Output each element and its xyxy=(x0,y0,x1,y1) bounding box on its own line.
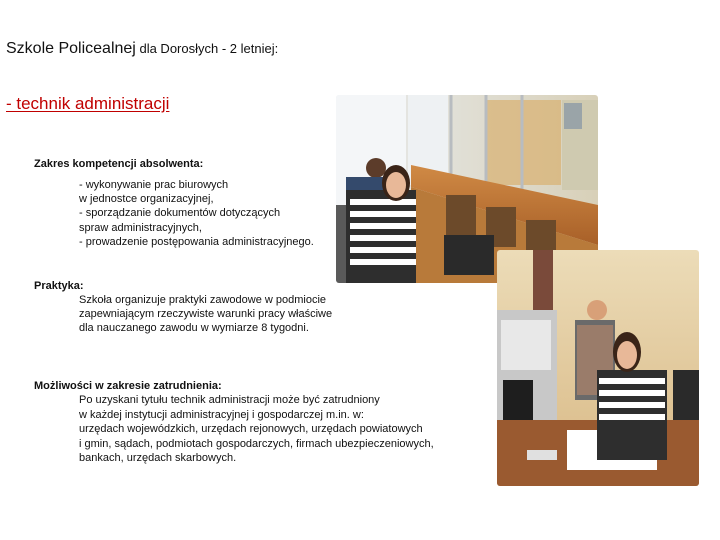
practice-heading: Praktyka: xyxy=(34,280,84,292)
employment-line: i gmin, sądach, podmiotach gospodarczych, firmach ubezpieczeniowych, xyxy=(79,438,434,450)
competencies-line: - prowadzenie postępowania administracyjnego. xyxy=(79,236,314,248)
practice-line: Szkoła organizuje praktyki zawodowe w podmiocie xyxy=(79,294,327,306)
office-photo-bottom xyxy=(497,250,699,486)
competencies-heading: Zakres kompetencji absolwenta: xyxy=(34,158,204,170)
employment-line: Po uzyskani tytułu technik administracji może być zatrudniony xyxy=(79,394,380,406)
competencies-line: w jednostce organizacyjnej, xyxy=(79,193,214,205)
slide-title xyxy=(6,40,278,58)
title-bold: Szkole Policealnej xyxy=(6,40,136,57)
employment-line: bankach, urzędach skarbowych. xyxy=(79,452,237,464)
employment-line: urzędach wojewódzkich, urzędach rejonowych, urzędach powiatowych xyxy=(79,423,423,435)
competencies-line: - wykonywanie prac biurowych xyxy=(79,179,229,191)
title-rest: dla Dorosłych - 2 letniej: xyxy=(135,41,279,56)
competencies-line: spraw administracyjnych, xyxy=(79,222,202,234)
employment-heading: Możliwości w zakresie zatrudnienia: xyxy=(34,380,222,392)
practice-line: zapewniającym rzeczywiste warunki pracy właściwe xyxy=(79,308,333,320)
slide-subtitle: - technik administracji xyxy=(6,94,170,113)
employment-line: w każdej instytucji administracyjnej i gospodarczej m.in. w: xyxy=(79,409,364,421)
practice-line: dla nauczanego zawodu w wymiarze 8 tygodni. xyxy=(79,322,309,334)
competencies-line: - sporządzanie dokumentów dotyczących xyxy=(79,207,281,219)
